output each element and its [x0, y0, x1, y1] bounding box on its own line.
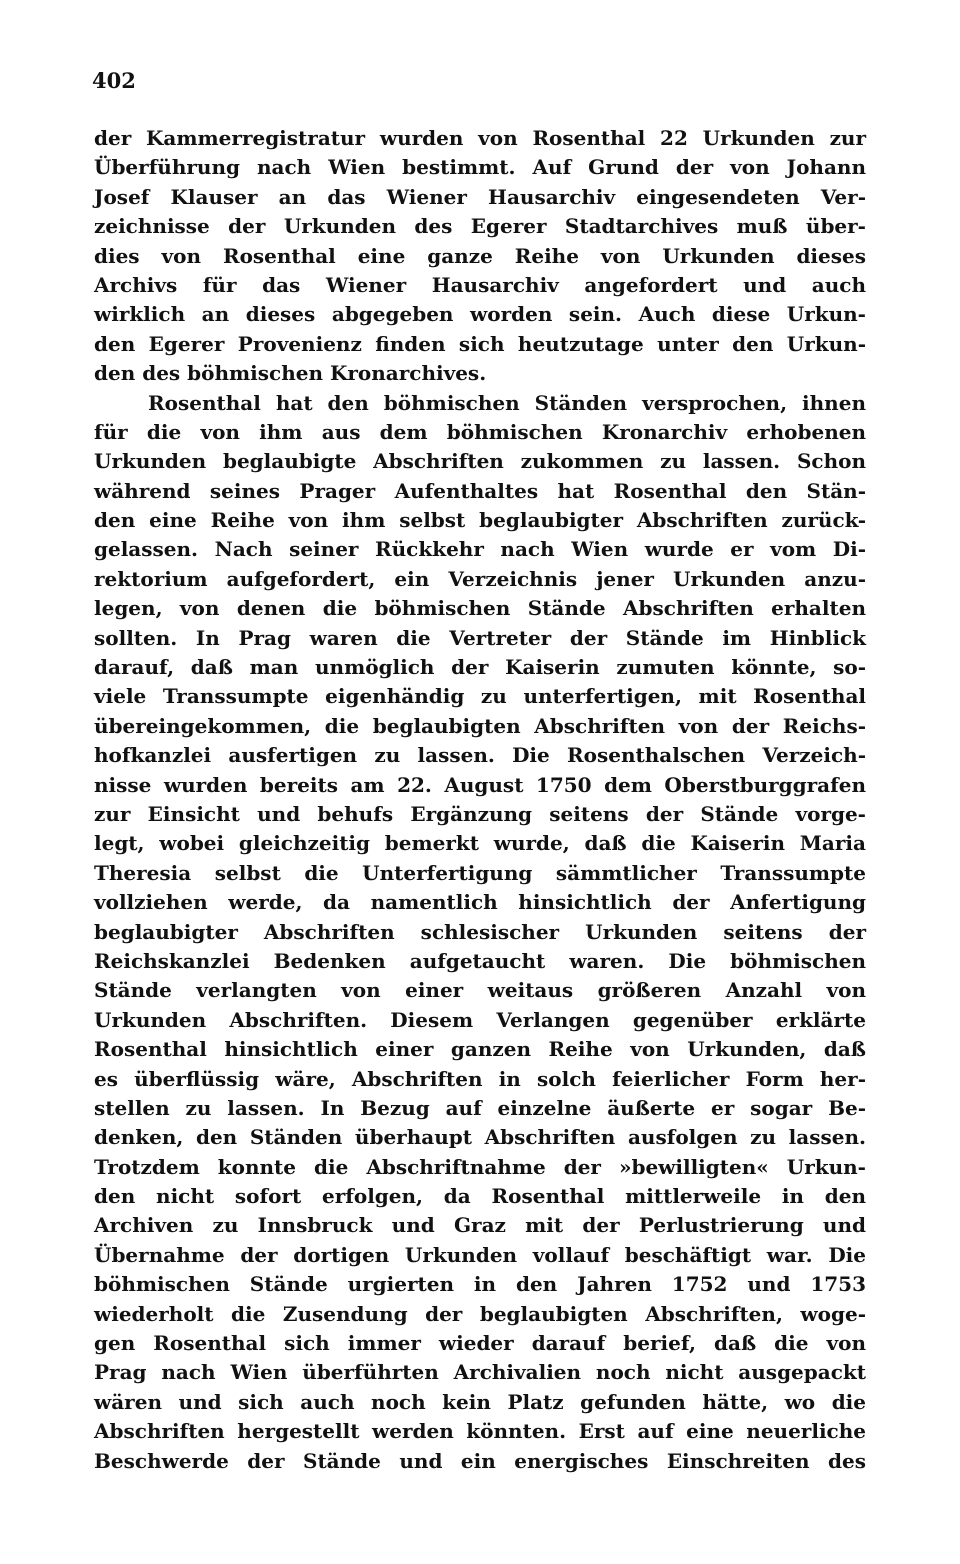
text-line: wirklich an dieses abgegeben worden sein. Auch diese Urkun-	[94, 302, 866, 327]
text-line: gelassen. Nach seiner Rückkehr nach Wien wurde er vom Di-	[94, 537, 866, 562]
text-line: Stände verlangten von einer weitaus größeren Anzahl von	[94, 978, 866, 1003]
text-line: Abschriften hergestellt werden könnten. Erst auf eine neuerliche	[94, 1419, 866, 1444]
text-line: beglaubigter Abschriften schlesischer Urkunden seitens der	[94, 919, 866, 944]
text-line: denken, den Ständen überhaupt Abschriften ausfolgen zu lassen.	[94, 1125, 866, 1150]
page-number: 402	[92, 68, 136, 93]
text-line: übereingekommen, die beglaubigten Abschriften von der Reichs-	[94, 713, 866, 738]
text-line: Theresia selbst die Unterfertigung sämmtlicher Transsumpte	[94, 860, 866, 885]
text-line: Rosenthal hinsichtlich einer ganzen Reihe von Urkunden, daß	[94, 1037, 866, 1062]
text-line: vollziehen werde, da namentlich hinsichtlich der Anfertigung	[94, 890, 866, 915]
text-line: wären und sich auch noch kein Platz gefunden hätte, wo die	[94, 1389, 866, 1414]
text-line: zur Einsicht und behufs Ergänzung seitens der Stände vorge-	[94, 801, 866, 826]
text-line: Urkunden beglaubigte Abschriften zukommen zu lassen. Schon	[94, 449, 866, 474]
text-line: Reichskanzlei Bedenken aufgetaucht waren. Die böhmischen	[94, 948, 866, 973]
text-line: viele Transsumpte eigenhändig zu unterfertigen, mit Rosenthal	[94, 684, 866, 709]
text-line: stellen zu lassen. In Bezug auf einzelne äußerte er sogar Be-	[94, 1095, 866, 1120]
text-line: legt, wobei gleichzeitig bemerkt wurde, daß die Kaiserin Maria	[94, 831, 866, 856]
text-line: den eine Reihe von ihm selbst beglaubigter Abschriften zurück-	[94, 508, 866, 533]
text-line: sollten. In Prag waren die Vertreter der Stände im Hinblick	[94, 625, 866, 650]
text-line: Trotzdem konnte die Abschriftnahme der »bewilligten« Urkun-	[94, 1154, 866, 1179]
text-line: wiederholt die Zusendung der beglaubigten Abschriften, woge-	[94, 1301, 866, 1326]
text-line: für die von ihm aus dem böhmischen Kronarchiv erhobenen	[94, 419, 866, 444]
text-line: dies von Rosenthal eine ganze Reihe von Urkunden dieses	[94, 243, 866, 268]
text-line: Übernahme der dortigen Urkunden vollauf beschäftigt war. Die	[94, 1242, 866, 1267]
text-line: rektorium aufgefordert, ein Verzeichnis jener Urkunden anzu-	[94, 566, 866, 591]
text-line: Archiven zu Innsbruck und Graz mit der Perlustrierung und	[94, 1213, 866, 1238]
text-line: Überführung nach Wien bestimmt. Auf Grund der von Johann	[94, 155, 866, 180]
text-line: gen Rosenthal sich immer wieder darauf berief, daß die von	[94, 1331, 866, 1356]
text-line: den des böhmischen Kronarchives.	[94, 361, 487, 386]
text-line: der Kammerregistratur wurden von Rosenthal 22 Urkunden zur	[94, 126, 866, 150]
text-line: Archivs für das Wiener Hausarchiv angefordert und auch	[94, 272, 866, 297]
text-line: hofkanzlei ausfertigen zu lassen. Die Rosenthalschen Verzeich-	[94, 743, 866, 768]
text-line: es überflüssig wäre, Abschriften in solch feierlicher Form her-	[94, 1066, 866, 1091]
text-line: nisse wurden bereits am 22. August 1750 dem Oberstburggrafen	[94, 772, 866, 797]
text-line: den nicht sofort erfolgen, da Rosenthal mittlerweile in den	[94, 1184, 866, 1209]
text-line: den Egerer Provenienz finden sich heutzutage unter den Urkun-	[94, 331, 866, 356]
text-line: darauf, daß man unmöglich der Kaiserin zumuten könnte, so-	[94, 655, 866, 680]
text-line: Josef Klauser an das Wiener Hausarchiv eingesendeten Ver-	[94, 184, 866, 209]
text-line: Urkunden Abschriften. Diesem Verlangen gegenüber erklärte	[94, 1007, 866, 1032]
text-line: Rosenthal hat den böhmischen Ständen versprochen, ihnen	[148, 390, 866, 415]
text-line: böhmischen Stände urgierten in den Jahren 1752 und 1753	[94, 1272, 866, 1297]
text-line: legen, von denen die böhmischen Stände Abschriften erhalten	[94, 596, 866, 621]
text-line: Beschwerde der Stände und ein energisches Einschreiten des	[94, 1448, 866, 1473]
body-text	[94, 124, 866, 1476]
text-line: während seines Prager Aufenthaltes hat Rosenthal den Stän-	[94, 478, 866, 503]
text-line: zeichnisse der Urkunden des Egerer Stadtarchives muß über-	[94, 214, 866, 239]
text-line: Prag nach Wien überführten Archivalien noch nicht ausgepackt	[94, 1360, 866, 1385]
